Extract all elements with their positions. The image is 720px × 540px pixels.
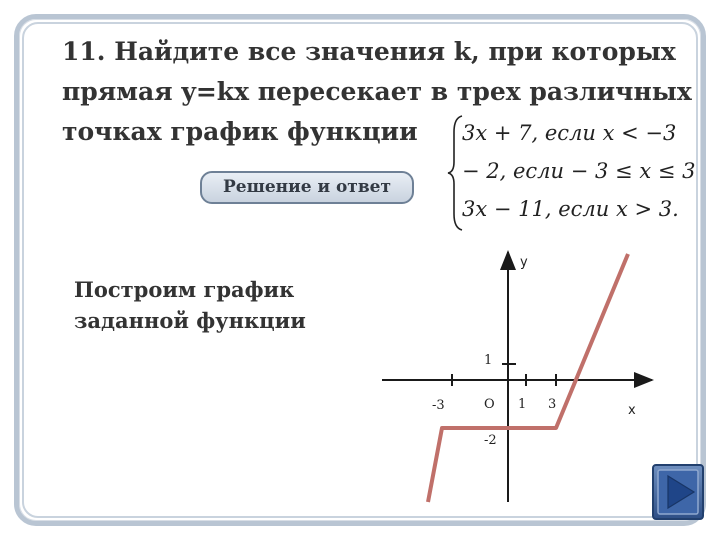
function-graph: [370, 240, 670, 510]
next-slide-button[interactable]: [652, 464, 704, 520]
problem-line-3: точках график функции: [62, 117, 418, 146]
tick-label-x-3: 3: [548, 397, 557, 412]
caption-line-2: заданной функции: [74, 308, 306, 333]
piecewise-function: [440, 112, 696, 234]
tick-label-x-1: 1: [518, 397, 527, 412]
tick-label-x-neg3: -3: [432, 398, 445, 413]
caption-line-1: Построим график: [74, 277, 295, 302]
case-1: 3x + 7, если x < −3: [462, 121, 677, 145]
origin-label: O: [484, 397, 495, 412]
function-line: [428, 254, 628, 502]
y-axis-label: y: [520, 255, 528, 270]
tick-label-y-1: 1: [484, 353, 493, 368]
x-axis-label: x: [628, 403, 636, 418]
graph-caption: [74, 274, 334, 336]
case-3: 3x − 11, если x > 3.: [462, 197, 679, 221]
problem-line-1: 11. Найдите все значения k, при которых: [62, 37, 676, 66]
solution-and-answer-button[interactable]: Решение и ответ: [200, 171, 414, 204]
tick-label-y-neg2: -2: [484, 433, 497, 448]
case-2: − 2, если − 3 ≤ x ≤ 3: [462, 159, 696, 183]
problem-line-2: прямая y=kx пересекает в трех различных: [62, 77, 692, 106]
